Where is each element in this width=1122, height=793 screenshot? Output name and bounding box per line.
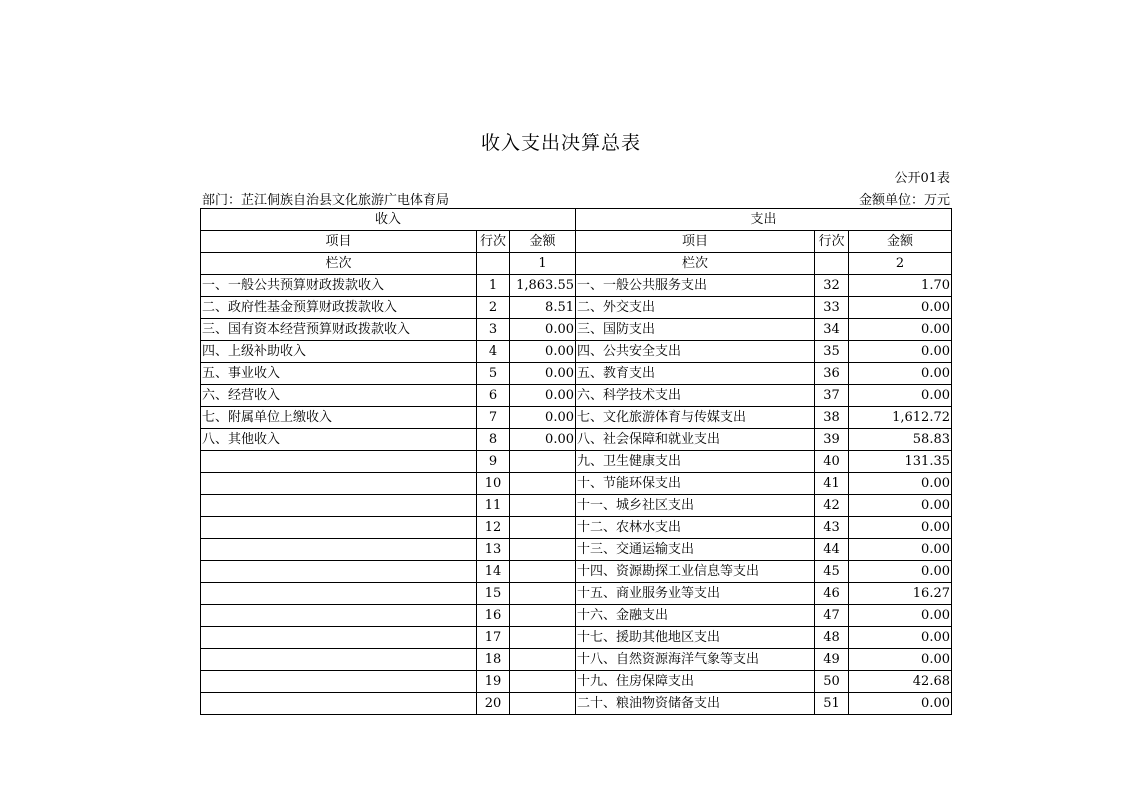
expense-row-no-header: 行次 [815, 231, 849, 253]
income-item-cell: 二、政府性基金预算财政拨款收入 [201, 297, 477, 319]
expense-item-cell: 一、一般公共服务支出 [576, 275, 815, 297]
income-column-label: 栏次 [201, 253, 477, 275]
income-expense-table [200, 208, 952, 715]
income-item-cell: 六、经营收入 [201, 385, 477, 407]
table-row [201, 649, 952, 671]
expense-row-no-cell: 51 [815, 693, 849, 715]
expense-item-cell: 三、国防支出 [576, 319, 815, 341]
income-amount-cell [510, 693, 576, 715]
income-amount-cell [510, 671, 576, 693]
income-amount-cell [510, 517, 576, 539]
expense-item-cell: 十六、金融支出 [576, 605, 815, 627]
expense-row-no-cell: 40 [815, 451, 849, 473]
expense-amount-cell: 0.00 [849, 473, 952, 495]
expense-row-no-cell: 38 [815, 407, 849, 429]
table-body [201, 275, 952, 715]
expense-item-header: 项目 [576, 231, 815, 253]
income-item-cell: 一、一般公共预算财政拨款收入 [201, 275, 477, 297]
expense-row-no-cell: 42 [815, 495, 849, 517]
table-row [201, 539, 952, 561]
expense-amount-header: 金额 [849, 231, 952, 253]
table-row [201, 297, 952, 319]
income-item-cell [201, 649, 477, 671]
column-header-row [201, 231, 952, 253]
income-row-no-header: 行次 [477, 231, 510, 253]
expense-item-cell: 八、社会保障和就业支出 [576, 429, 815, 451]
income-amount-cell [510, 561, 576, 583]
expense-amount-cell: 42.68 [849, 671, 952, 693]
expense-amount-cell: 0.00 [849, 385, 952, 407]
income-amount-cell [510, 627, 576, 649]
expense-amount-cell: 1,612.72 [849, 407, 952, 429]
expense-section-header: 支出 [576, 209, 952, 231]
income-row-no-cell: 1 [477, 275, 510, 297]
expense-amount-cell: 0.00 [849, 319, 952, 341]
income-item-cell: 七、附属单位上缴收入 [201, 407, 477, 429]
income-item-header: 项目 [201, 231, 477, 253]
expense-amount-cell: 131.35 [849, 451, 952, 473]
income-row-no-cell: 12 [477, 517, 510, 539]
income-item-cell [201, 583, 477, 605]
expense-amount-cell: 0.00 [849, 561, 952, 583]
expense-row-no-cell: 48 [815, 627, 849, 649]
section-header-row [201, 209, 952, 231]
expense-item-cell: 十二、农林水支出 [576, 517, 815, 539]
table-row [201, 693, 952, 715]
income-amount-cell: 0.00 [510, 363, 576, 385]
income-item-cell [201, 561, 477, 583]
expense-row-no-cell: 50 [815, 671, 849, 693]
income-row-no-cell: 7 [477, 407, 510, 429]
expense-item-cell: 十三、交通运输支出 [576, 539, 815, 561]
income-amount-cell [510, 495, 576, 517]
income-amount-cell: 0.00 [510, 341, 576, 363]
income-column-index: 1 [510, 253, 576, 275]
income-item-cell: 三、国有资本经营预算财政拨款收入 [201, 319, 477, 341]
expense-row-no-cell: 45 [815, 561, 849, 583]
expense-item-cell: 四、公共安全支出 [576, 341, 815, 363]
expense-item-cell: 十九、住房保障支出 [576, 671, 815, 693]
income-item-cell [201, 517, 477, 539]
expense-amount-cell: 0.00 [849, 627, 952, 649]
expense-row-no-cell: 36 [815, 363, 849, 385]
income-column-blank [477, 253, 510, 275]
income-amount-cell [510, 539, 576, 561]
table-row [201, 495, 952, 517]
income-amount-cell: 1,863.55 [510, 275, 576, 297]
expense-item-cell: 十五、商业服务业等支出 [576, 583, 815, 605]
income-amount-cell: 8.51 [510, 297, 576, 319]
income-row-no-cell: 13 [477, 539, 510, 561]
income-amount-cell [510, 473, 576, 495]
table-row [201, 605, 952, 627]
expense-item-cell: 十八、自然资源海洋气象等支出 [576, 649, 815, 671]
page-title: 收入支出决算总表 [480, 132, 641, 154]
expense-amount-cell: 58.83 [849, 429, 952, 451]
expense-amount-cell: 0.00 [849, 495, 952, 517]
table-row [201, 473, 952, 495]
income-row-no-cell: 4 [477, 341, 510, 363]
table-row [201, 407, 952, 429]
department-label: 部门：芷江侗族自治县文化旅游广电体育局 [202, 193, 450, 208]
income-row-no-cell: 20 [477, 693, 510, 715]
expense-amount-cell: 16.27 [849, 583, 952, 605]
income-row-no-cell: 19 [477, 671, 510, 693]
expense-item-cell: 二、外交支出 [576, 297, 815, 319]
expense-item-cell: 十、节能环保支出 [576, 473, 815, 495]
income-row-no-cell: 5 [477, 363, 510, 385]
table-row [201, 429, 952, 451]
table-row [201, 627, 952, 649]
income-item-cell [201, 451, 477, 473]
expense-row-no-cell: 47 [815, 605, 849, 627]
expense-row-no-cell: 35 [815, 341, 849, 363]
income-item-cell [201, 539, 477, 561]
expense-row-no-cell: 41 [815, 473, 849, 495]
expense-row-no-cell: 46 [815, 583, 849, 605]
expense-column-label: 栏次 [576, 253, 815, 275]
income-section-header: 收入 [201, 209, 576, 231]
income-amount-cell [510, 451, 576, 473]
income-row-no-cell: 18 [477, 649, 510, 671]
income-row-no-cell: 14 [477, 561, 510, 583]
income-amount-header: 金额 [510, 231, 576, 253]
form-number: 公开01表 [894, 171, 950, 186]
expense-column-blank [815, 253, 849, 275]
income-amount-cell [510, 583, 576, 605]
expense-column-index: 2 [849, 253, 952, 275]
expense-item-cell: 十七、援助其他地区支出 [576, 627, 815, 649]
expense-item-cell: 十四、资源勘探工业信息等支出 [576, 561, 815, 583]
income-row-no-cell: 10 [477, 473, 510, 495]
expense-amount-cell: 0.00 [849, 649, 952, 671]
expense-amount-cell: 0.00 [849, 363, 952, 385]
table-row [201, 385, 952, 407]
table-row [201, 451, 952, 473]
expense-item-cell: 二十、粮油物资储备支出 [576, 693, 815, 715]
expense-amount-cell: 0.00 [849, 693, 952, 715]
income-row-no-cell: 11 [477, 495, 510, 517]
expense-row-no-cell: 34 [815, 319, 849, 341]
amount-unit-label: 金额单位：万元 [858, 193, 950, 208]
expense-item-cell: 九、卫生健康支出 [576, 451, 815, 473]
table-row [201, 671, 952, 693]
income-amount-cell: 0.00 [510, 385, 576, 407]
expense-amount-cell: 1.70 [849, 275, 952, 297]
expense-row-no-cell: 32 [815, 275, 849, 297]
income-amount-cell: 0.00 [510, 429, 576, 451]
expense-row-no-cell: 44 [815, 539, 849, 561]
income-row-no-cell: 3 [477, 319, 510, 341]
income-item-cell [201, 693, 477, 715]
column-index-row [201, 253, 952, 275]
expense-item-cell: 五、教育支出 [576, 363, 815, 385]
expense-amount-cell: 0.00 [849, 341, 952, 363]
income-row-no-cell: 9 [477, 451, 510, 473]
income-row-no-cell: 17 [477, 627, 510, 649]
income-amount-cell [510, 605, 576, 627]
expense-amount-cell: 0.00 [849, 539, 952, 561]
expense-item-cell: 六、科学技术支出 [576, 385, 815, 407]
table-row [201, 363, 952, 385]
income-item-cell [201, 495, 477, 517]
income-item-cell [201, 605, 477, 627]
table-row [201, 583, 952, 605]
income-item-cell [201, 473, 477, 495]
income-row-no-cell: 8 [477, 429, 510, 451]
expense-row-no-cell: 33 [815, 297, 849, 319]
expense-row-no-cell: 37 [815, 385, 849, 407]
expense-amount-cell: 0.00 [849, 517, 952, 539]
table-row [201, 319, 952, 341]
income-item-cell [201, 671, 477, 693]
income-item-cell: 四、上级补助收入 [201, 341, 477, 363]
income-row-no-cell: 16 [477, 605, 510, 627]
income-row-no-cell: 6 [477, 385, 510, 407]
income-amount-cell [510, 649, 576, 671]
income-amount-cell: 0.00 [510, 407, 576, 429]
income-item-cell [201, 627, 477, 649]
expense-row-no-cell: 43 [815, 517, 849, 539]
table-row [201, 561, 952, 583]
expense-amount-cell: 0.00 [849, 297, 952, 319]
expense-item-cell: 七、文化旅游体育与传媒支出 [576, 407, 815, 429]
expense-row-no-cell: 39 [815, 429, 849, 451]
income-item-cell: 五、事业收入 [201, 363, 477, 385]
table-row [201, 275, 952, 297]
expense-amount-cell: 0.00 [849, 605, 952, 627]
expense-row-no-cell: 49 [815, 649, 849, 671]
table-row [201, 517, 952, 539]
income-row-no-cell: 15 [477, 583, 510, 605]
income-item-cell: 八、其他收入 [201, 429, 477, 451]
income-row-no-cell: 2 [477, 297, 510, 319]
income-amount-cell: 0.00 [510, 319, 576, 341]
table-row [201, 341, 952, 363]
expense-item-cell: 十一、城乡社区支出 [576, 495, 815, 517]
